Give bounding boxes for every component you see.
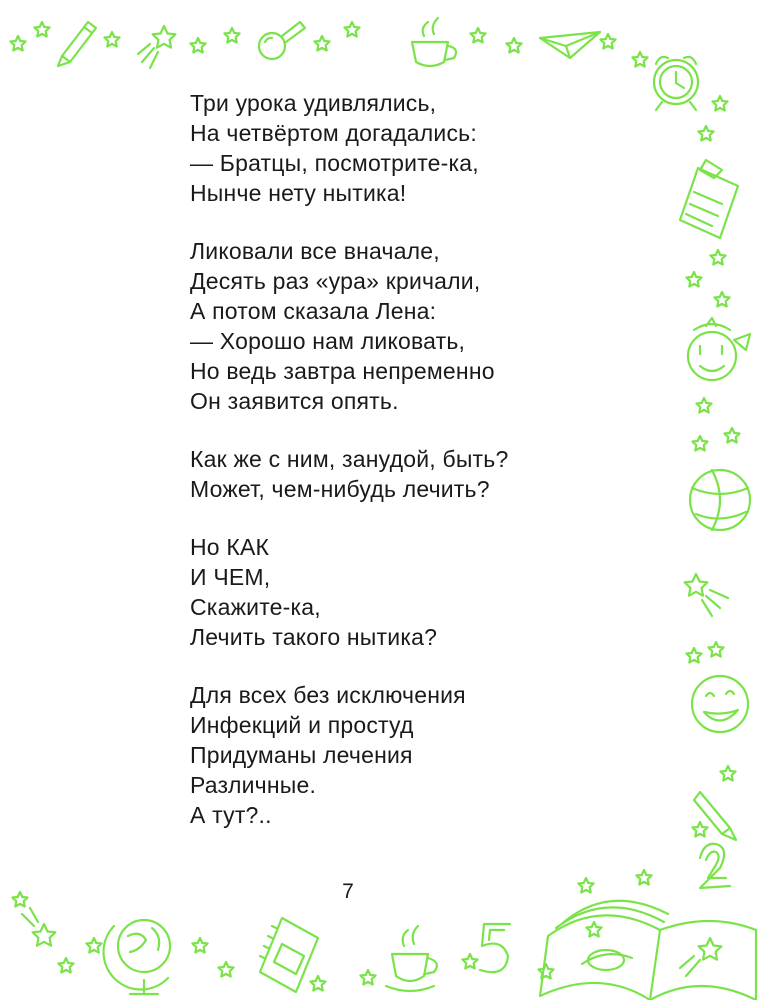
poem	[190, 88, 630, 858]
poem-line: Но КАК	[190, 534, 270, 560]
poem-line: — Братцы, посмотрите-ка,	[190, 150, 479, 176]
star-icon	[714, 292, 729, 307]
shooting-star-icon	[138, 26, 175, 68]
poem-line: Но ведь завтра непременно	[190, 358, 495, 384]
star-icon	[686, 648, 701, 663]
stanza	[190, 444, 630, 504]
star-icon	[708, 642, 723, 657]
star-icon	[34, 22, 49, 37]
star-icon	[58, 958, 73, 973]
poem-line: Ликовали все вначале,	[190, 238, 440, 264]
star-icon	[578, 878, 593, 893]
star-icon	[724, 428, 739, 443]
star-icon	[360, 970, 375, 985]
star-icon	[710, 250, 725, 265]
star-icon	[310, 976, 325, 991]
girl-face-icon	[688, 318, 750, 380]
star-icon	[506, 38, 521, 53]
star-icon	[12, 892, 27, 907]
globe-icon	[104, 920, 170, 994]
star-icon	[538, 964, 553, 979]
poem-line: Для всех без исключения	[190, 682, 466, 708]
poem-line: Десять раз «ура» кричали,	[190, 268, 481, 294]
star-icon	[218, 962, 233, 977]
star-icon	[344, 22, 359, 37]
notepad-icon	[680, 160, 738, 238]
smiley-face-icon	[692, 676, 748, 732]
digit-two-icon	[700, 844, 730, 888]
star-icon	[692, 822, 707, 837]
star-icon	[192, 938, 207, 953]
star-icon	[632, 52, 647, 67]
poem-line: На четвёртом догадались:	[190, 120, 477, 146]
star-icon	[86, 938, 101, 953]
star-icon	[698, 126, 713, 141]
paper-plane-icon	[540, 32, 600, 58]
poem-line: И ЧЕМ,	[190, 564, 271, 590]
poem-line: Может, чем-нибудь лечить?	[190, 476, 490, 502]
digit-five-icon	[480, 924, 510, 972]
star-icon	[692, 436, 707, 451]
poem-line: А потом сказала Лена:	[190, 298, 437, 324]
shooting-star-icon	[685, 574, 728, 616]
star-icon	[462, 954, 477, 969]
magnifier-icon	[259, 22, 305, 59]
pen-icon	[694, 792, 736, 840]
star-icon	[224, 28, 239, 43]
stanza	[190, 532, 630, 652]
poem-line: Он заявится опять.	[190, 388, 399, 414]
poem-line: А тут?..	[190, 802, 272, 828]
star-icon	[470, 28, 485, 43]
star-icon	[600, 34, 615, 49]
poem-line: Три урока удивлялись,	[190, 90, 437, 116]
star-icon	[720, 766, 735, 781]
shooting-star-icon	[22, 908, 55, 946]
coffee-cup-icon	[386, 926, 437, 991]
poem-line: Скажите-ка,	[190, 594, 321, 620]
poem-line: — Хорошо нам ликовать,	[190, 328, 466, 354]
poem-line: Различные.	[190, 772, 317, 798]
stanza	[190, 88, 630, 208]
poem-line: Инфекций и простуд	[190, 712, 414, 738]
star-icon	[636, 870, 651, 885]
coffee-cup-icon	[412, 18, 456, 66]
poem-line: Как же с ним, занудой, быть?	[190, 446, 509, 472]
star-icon	[696, 398, 711, 413]
pen-icon	[58, 22, 96, 66]
poem-line: Нынче нету нытика!	[190, 180, 407, 206]
poem-line: Придуманы лечения	[190, 742, 413, 768]
stanza	[190, 236, 630, 416]
star-icon	[10, 36, 25, 51]
stanza	[190, 680, 630, 830]
page-number: 7	[342, 880, 354, 903]
notebook-icon	[260, 918, 318, 992]
open-book-icon	[540, 901, 756, 1000]
alarm-clock-icon	[654, 57, 698, 110]
poem-line: Лечить такого нытика?	[190, 624, 438, 650]
star-icon	[686, 272, 701, 287]
star-icon	[314, 36, 329, 51]
star-icon	[104, 32, 119, 47]
star-icon	[190, 38, 205, 53]
ball-icon	[690, 470, 750, 530]
star-icon	[712, 96, 727, 111]
